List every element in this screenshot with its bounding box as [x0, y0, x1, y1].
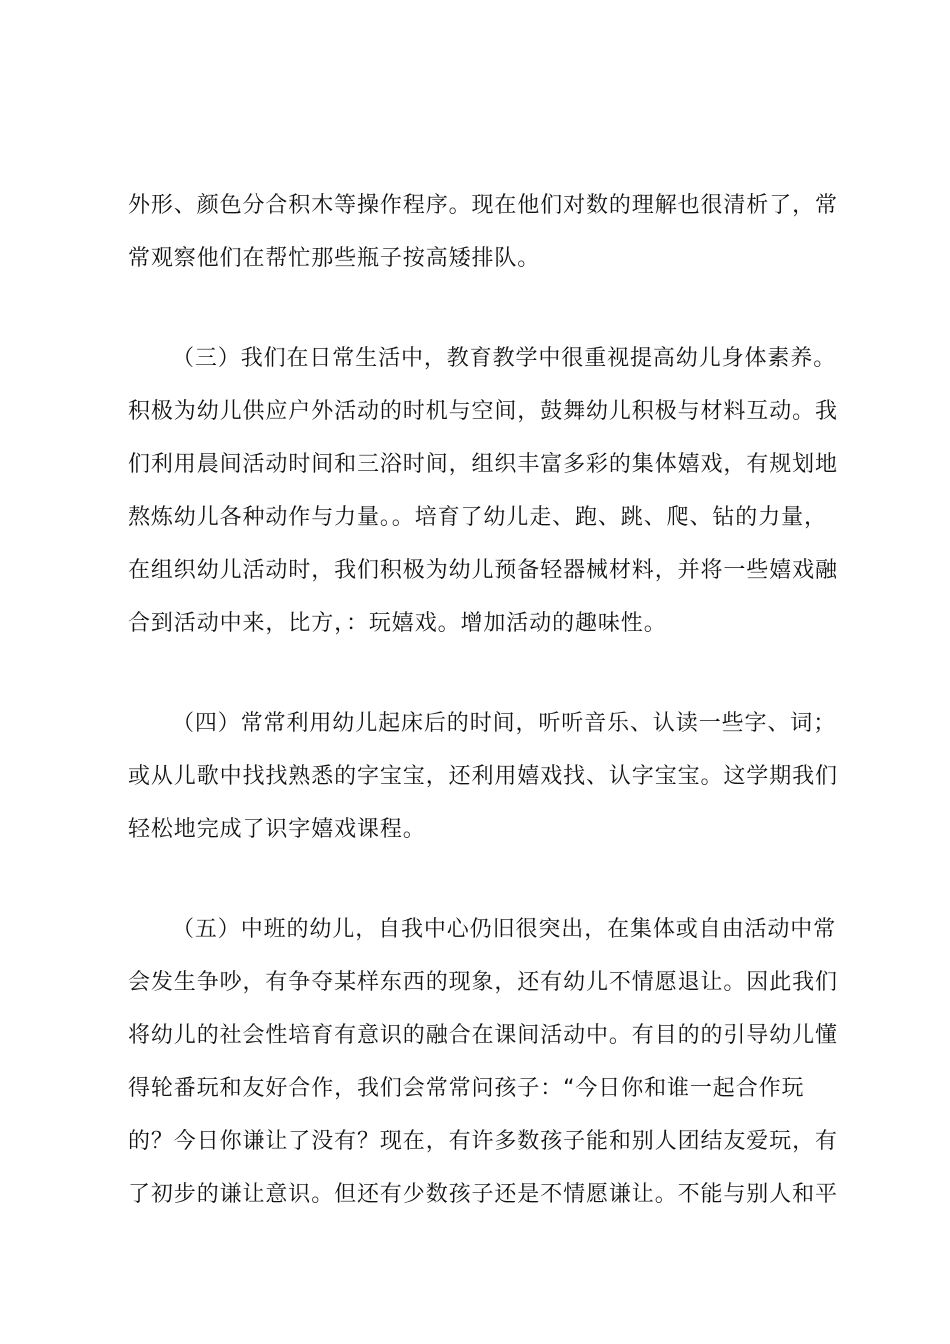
text-line: 将幼儿的社会性培育有意识的融合在课间活动中。有目的的引导幼儿懂 [128, 1023, 838, 1048]
text-line: 外形、颜色分合积木等操作程序。现在他们对数的理解也很清析了，常 [128, 193, 838, 218]
text-line: （四）常常利用幼儿起床后的时间，听听音乐、认读一些字、词； [172, 711, 837, 736]
text-line: 积极为幼儿供应户外活动的时机与空间，鼓舞幼儿积极与材料互动。我 [128, 399, 838, 424]
text-line: 会发生争吵，有争夺某样东西的现象，还有幼儿不情愿退让。因此我们 [128, 970, 838, 995]
text-line: （三）我们在日常生活中，教育教学中很重视提高幼儿身体素养。 [172, 346, 837, 371]
text-line: 的？今日你谦让了没有？现在，有许多数孩子能和别人团结友爱玩，有 [128, 1129, 838, 1154]
text-line: 们利用晨间活动时间和三浴时间，组织丰富多彩的集体嬉戏，有规划地 [128, 452, 838, 477]
text-line: 合到活动中来，比方，：玩嬉戏。增加活动的趣味性。 [128, 611, 667, 636]
text-line: 常观察他们在帮忙那些瓶子按高矮排队。 [128, 246, 541, 271]
text-line: 了初步的谦让意识。但还有少数孩子还是不情愿谦让。不能与别人和平 [128, 1182, 838, 1207]
text-line: 得轮番玩和友好合作，我们会常常问孩子：“今日你和谁一起合作玩 [128, 1076, 805, 1101]
text-line: 或从儿歌中找找熟悉的字宝宝，还利用嬉戏找、认字宝宝。这学期我们 [128, 764, 838, 789]
text-line: 熬炼幼儿各种动作与力量。。培育了幼儿走、跑、跳、爬、钻的力量， [128, 505, 827, 530]
text-line: （五）中班的幼儿，自我中心仍旧很突出，在集体或自由活动中常 [172, 917, 837, 942]
text-line: 轻松地完成了识字嬉戏课程。 [128, 817, 426, 842]
text-line: 在组织幼儿活动时，我们积极为幼儿预备轻器械材料，并将一些嬉戏融 [128, 558, 838, 583]
